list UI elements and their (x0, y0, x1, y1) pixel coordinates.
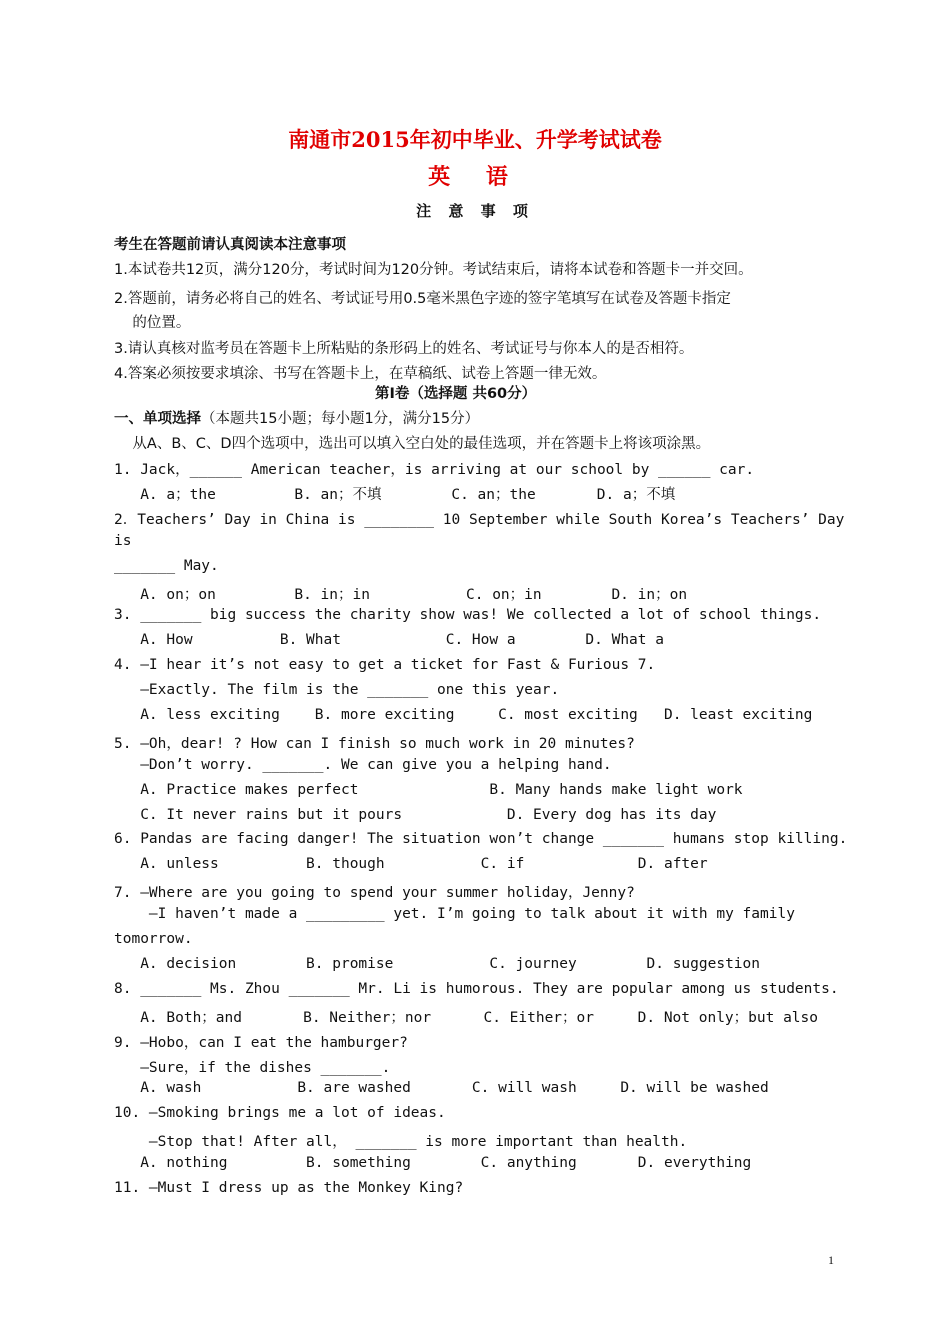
option-line: C. It never rains but it pours D. Every dog has its day (114, 807, 717, 823)
notice-item: 3.请认真核对监考员在答题卡上所粘贴的条形码上的姓名、考试证号与你本人的是否相符。 (114, 341, 694, 357)
question-line: 4. —I hear it’s not easy to get a ticket for Fast & Furious 7. (114, 657, 656, 673)
part-title: 一、单项选择 (114, 411, 201, 427)
option-line: A. Both；and B. Neither；nor C. Either；or D. Not only；but also (114, 1010, 818, 1026)
volume-title: 第Ⅰ卷（选择题 共60分） (375, 386, 537, 402)
question-line: 8. _______ Ms. Zhou _______ Mr. Li is humorous. They are popular among us students. (114, 981, 839, 997)
question-line: —I haven’t made a _________ yet. I’m going to talk about it with my family (114, 906, 795, 922)
question-line: 7. —Where are you going to spend your summer holiday，Jenny? (114, 885, 635, 901)
question-line: 1. Jack，______ American teacher，is arriving at our school by ______ car. (114, 462, 755, 478)
question-line: tomorrow. (114, 931, 193, 947)
option-line: A. nothing B. something C. anything D. everything (114, 1155, 752, 1171)
question-line: _______ May. (114, 558, 219, 574)
question-line: 10. —Smoking brings me a lot of ideas. (114, 1105, 446, 1121)
option-line: A. on；on B. in；in C. on；in D. in；on (114, 587, 688, 603)
option-line: A. decision B. promise C. journey D. suggestion (114, 956, 761, 972)
question-line: 6. Pandas are facing danger! The situation won’t change _______ humans stop killing. (114, 831, 848, 847)
option-line: A. a；the B. an；不填 C. an；the D. a；不填 (114, 487, 676, 503)
notice-heading: 考生在答题前请认真阅读本注意事项 (114, 237, 346, 253)
part-note: （本题共15小题；每小题1分，满分15分） (201, 411, 480, 427)
subject-title: 英 语 (428, 164, 522, 190)
question-line: 3. _______ big success the charity show was! We collected a lot of school things. (114, 607, 822, 623)
part-heading (114, 407, 479, 428)
page-number: 1 (828, 1253, 834, 1267)
notice-item: 的位置。 (114, 315, 191, 331)
question-line: is (114, 533, 132, 549)
notice-item: 1.本试卷共12页，满分120分，考试时间为120分钟。考试结束后，请将本试卷和答题卡一并交回。 (114, 262, 753, 278)
option-line: A. Practice makes perfect B. Many hands make light work (114, 782, 743, 798)
question-line: —Exactly. The film is the _______ one this year. (114, 682, 560, 698)
part-instruction: 从A、B、C、D四个选项中，选出可以填入空白处的最佳选项，并在答题卡上将该项涂黑。 (114, 436, 711, 452)
question-line: —Sure，if the dishes _______. (114, 1060, 391, 1076)
question-line: 5. —Oh，dear! ? How can I finish so much work in 20 minutes? (114, 736, 635, 752)
notice-title: 注 意 事 项 (416, 202, 534, 220)
question-line: 9. —Hobo，can I eat the hamburger? (114, 1035, 408, 1051)
option-line: A. unless B. though C. if D. after (114, 856, 708, 872)
exam-title: 南通市2015年初中毕业、升学考试试卷 (288, 127, 662, 152)
option-line: A. How B. What C. How a D. What a (114, 632, 664, 648)
question-line: 2．Teachers’ Day in China is ________ 10 September while South Korea’s Teachers’ Day (114, 512, 845, 528)
option-line: A. less exciting B. more exciting C. most exciting D. least exciting (114, 707, 813, 723)
option-line: A. wash B. are washed C. will wash D. will be washed (114, 1080, 769, 1096)
notice-item: 4.答案必须按要求填涂、书写在答题卡上，在草稿纸、试卷上答题一律无效。 (114, 366, 607, 382)
question-line: —Don’t worry. _______. We can give you a helping hand. (114, 757, 612, 773)
notice-item: 2.答题前，请务必将自己的姓名、考试证号用0.5毫米黑色字迹的签字笔填写在试卷及答题卡指定 (114, 291, 731, 307)
question-line: 11. —Must I dress up as the Monkey King? (114, 1180, 464, 1196)
question-line: —Stop that! After all， _______ is more important than health. (114, 1134, 688, 1150)
